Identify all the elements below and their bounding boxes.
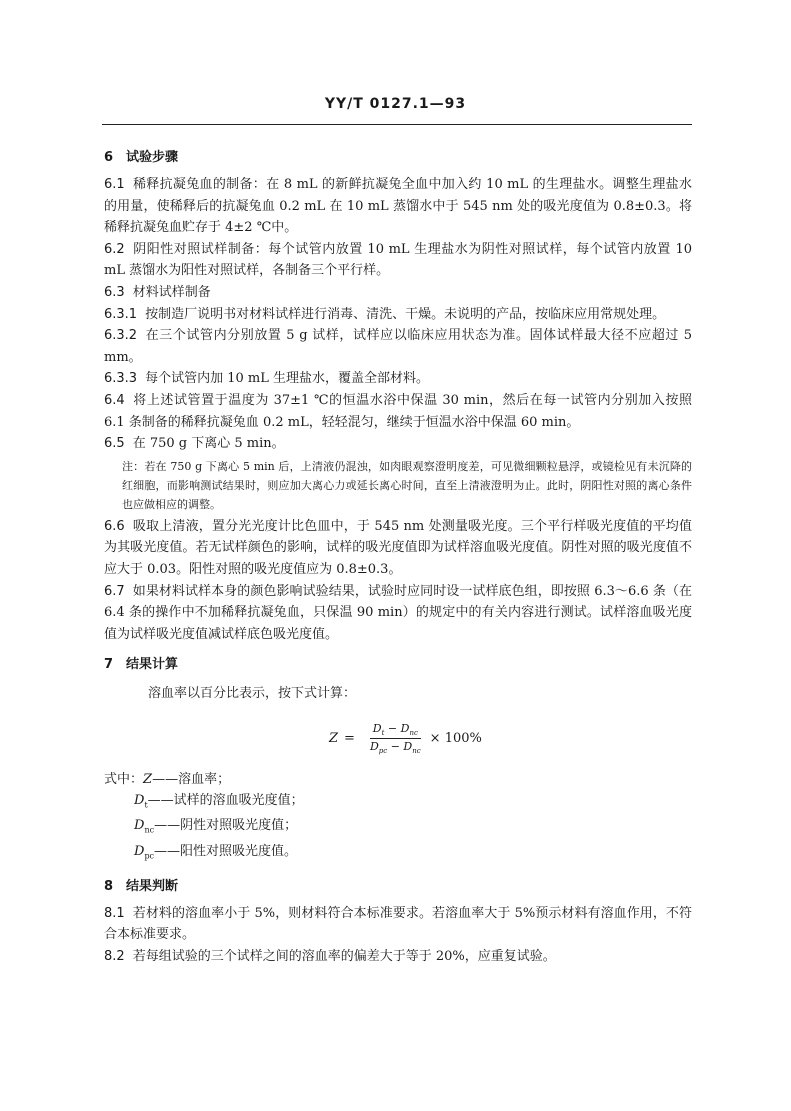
clause-6-3-3: 6.3.3 每个试管内加 10 mL 生理盐水，覆盖全部材料。 — [104, 371, 429, 387]
header-rule — [102, 124, 692, 125]
formula-times: × 100% — [429, 731, 482, 747]
clause-6-2: 6.2 阴阳性对照试样制备：每个试管内放置 10 mL 生理盐水为阴性对照试样，每个试管内放置 10 mL 蒸馏水为阳性对照试样，各制备三个平行样。 — [104, 241, 692, 279]
section-7-heading — [104, 655, 692, 675]
section-title: 结果判断 — [126, 878, 179, 894]
section-6-heading — [104, 148, 692, 168]
clause-6-6: 6.6 吸取上清液，置分光光度计比色皿中，于 545 nm 处测量吸光度。三个平行样吸光度值的平均值为其吸光度值。若无试样颜色的影响，试样的吸光度值即为试样溶血吸光度值。阴性对照的吸光度值不应大于 0.03。阳性对照的吸光度值应为 0.8±0.3。 — [104, 518, 692, 577]
clause-6-3: 6.3 材料试样制备 — [104, 284, 211, 300]
clause-6-1: 6.1 稀释抗凝兔血的制备：在 8 mL 的新鲜抗凝兔全血中加入约 10 mL 的生理盐水。调整生理盐水的用量，使稀释后的抗凝兔血 0.2 mL 在 10 mL 蒸馏水中于 545 nm 处的吸光度值为 0.8±0.3。将稀释抗凝兔血贮存于 4±2 ℃中。 — [104, 177, 692, 236]
clause-6-5-note: 注：若在 750 g 下离心 5 min 后，上清液仍混浊，如肉眼观察澄明度差，可见微细颗粒悬浮，或镜检见有未沉降的红细胞，而影响测试结果时，则应加大离心力或延长离心时间，直至上清液澄明为止。此时，阴阳性对照的离心条件也应做相应的调整。 — [122, 459, 692, 511]
legend-row: 式中：Z——溶血率； — [104, 771, 231, 787]
formula-legend — [104, 769, 692, 867]
clause-6-3-1: 6.3.1 按制造厂说明书对材料试样进行消毒、清洗、干燥。未说明的产品，按临床应用常规处理。 — [104, 306, 666, 322]
formula-numerator: $D_t - D_{nc}$ — [370, 722, 421, 739]
clause-8-1: 8.1 若材料的溶血率小于 5%，则材料符合本标准要求。若溶血率大于 5%预示材料有溶血作用，不符合本标准要求。 — [104, 905, 692, 943]
section-title: 结果计算 — [126, 657, 179, 673]
section-8-heading — [104, 877, 692, 897]
standard-code-header: YY/T 0127.1—93 — [324, 96, 467, 112]
calc-intro: 溶血率以百分比表示，按下式计算： — [148, 686, 357, 702]
formula-fraction — [367, 722, 424, 755]
formula-denominator: $D_{pc} - D_{nc}$ — [369, 740, 421, 756]
section-number: 8 — [104, 878, 114, 894]
formula-lhs: Z — [329, 731, 339, 747]
legend-row: $D_{pc}——$阳性对照吸光度值。 — [134, 844, 298, 861]
section-number: 7 — [104, 657, 114, 673]
clause-6-7: 6.7 如果材料试样本身的颜色影响试验结果，试验时应同时设一试样底色组，即按照 6.3～6.6 条（在 6.4 条的操作中不加稀释抗凝兔血，只保温 90 min）的规定中的有关内容进行测试。试样溶血吸光度值为试样吸光度值减试样底色吸光度值。 — [104, 583, 692, 642]
legend-row: $D_t——$试样的溶血吸光度值； — [134, 792, 304, 810]
clause-8-2: 8.2 若每组试验的三个试样之间的溶血率的偏差大于等于 20%，应重复试验。 — [104, 948, 556, 964]
legend-row: $D_{nc}——$阴性对照吸光度值； — [134, 818, 298, 836]
hemolysis-formula — [104, 719, 692, 759]
clause-6-4: 6.4 将上述试管置于温度为 37±1 ℃的恒温水浴中保温 30 min，然后在每一试管内分别加入按照 6.1 条制备的稀释抗凝兔血 0.2 mL，轻轻混匀，继续于恒温水浴中保温 60 min。 — [104, 392, 692, 430]
section-number: 6 — [104, 150, 114, 165]
formula-equals: = — [344, 731, 355, 747]
document-body — [104, 142, 692, 967]
clause-6-5: 6.5 在 750 g 下离心 5 min。 — [104, 436, 285, 452]
clause-6-3-2: 6.3.2 在三个试管内分别放置 5 g 试样，试样应以临床应用状态为准。固体试样最大径不应超过 5 mm。 — [104, 328, 692, 365]
section-title: 试验步骤 — [126, 150, 179, 165]
